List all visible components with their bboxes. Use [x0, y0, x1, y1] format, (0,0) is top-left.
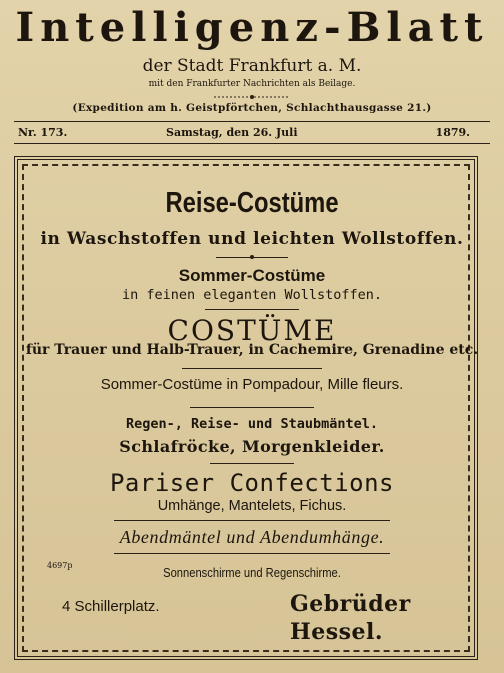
masthead-title: Intelligenz-Blatt — [15, 4, 489, 51]
ad-address: 4 Schillerplatz. — [62, 598, 160, 615]
ad-dressing-gowns: Schlafröcke, Morgenkleider. — [119, 437, 385, 456]
header-rule-top — [14, 121, 490, 122]
ad-heading-costumes: COSTÜME — [167, 314, 337, 347]
ad-heading-travel-costumes: Reise-Costüme — [165, 187, 339, 219]
issue-date: Samstag, den 26. Juli — [166, 126, 298, 139]
ornament-divider — [212, 94, 292, 100]
masthead-subtitle-supplement: mit den Frankfurter Nachrichten als Beilage. — [148, 79, 356, 89]
issue-year: 1879. — [435, 126, 470, 139]
ad-firm-name: Gebrüder Hessel. — [290, 591, 411, 645]
ad-heading-pariser-confections: Pariser Confections — [109, 469, 395, 497]
masthead-subtitle: der Stadt Frankfurt a. M. — [142, 56, 362, 76]
issue-line — [16, 125, 488, 141]
separator-rule — [190, 407, 314, 408]
ad-coats: Regen-, Reise- und Staubmäntel. — [126, 416, 378, 432]
separator-rule — [114, 520, 390, 521]
separator-rule — [182, 368, 322, 369]
ad-confections-items: Umhänge, Mantelets, Fichus. — [157, 498, 347, 514]
ad-travel-costumes-fabrics: in Waschstoffen und leichten Wollstoffen. — [40, 229, 464, 249]
separator-rule — [205, 309, 299, 310]
ad-reference-number: 4697p — [47, 561, 73, 570]
header-rule-bottom — [14, 143, 490, 144]
separator-rule — [114, 553, 390, 554]
expedition-address: (Expedition am h. Geistpförtchen, Schlachthausgasse 21.) — [72, 102, 432, 114]
ad-evening-coats: Abendmäntel und Abendumhänge. — [119, 527, 385, 547]
issue-number: Nr. 173. — [18, 126, 68, 139]
ad-pompadour-costumes: Sommer-Costüme in Pompadour, Mille fleurs. — [100, 376, 404, 393]
ad-summer-costumes-fabrics: in feinen eleganten Wollstoffen. — [121, 287, 383, 303]
ad-mourning-costumes: für Trauer und Halb-Trauer, in Cachemire, Grenadine etc. — [25, 342, 479, 358]
separator-rule — [210, 463, 294, 464]
separator-dot — [250, 255, 254, 259]
ad-umbrellas: Sonnenschirme und Regenschirme. — [163, 565, 341, 580]
ad-heading-summer-costumes: Sommer-Costüme — [178, 266, 326, 285]
